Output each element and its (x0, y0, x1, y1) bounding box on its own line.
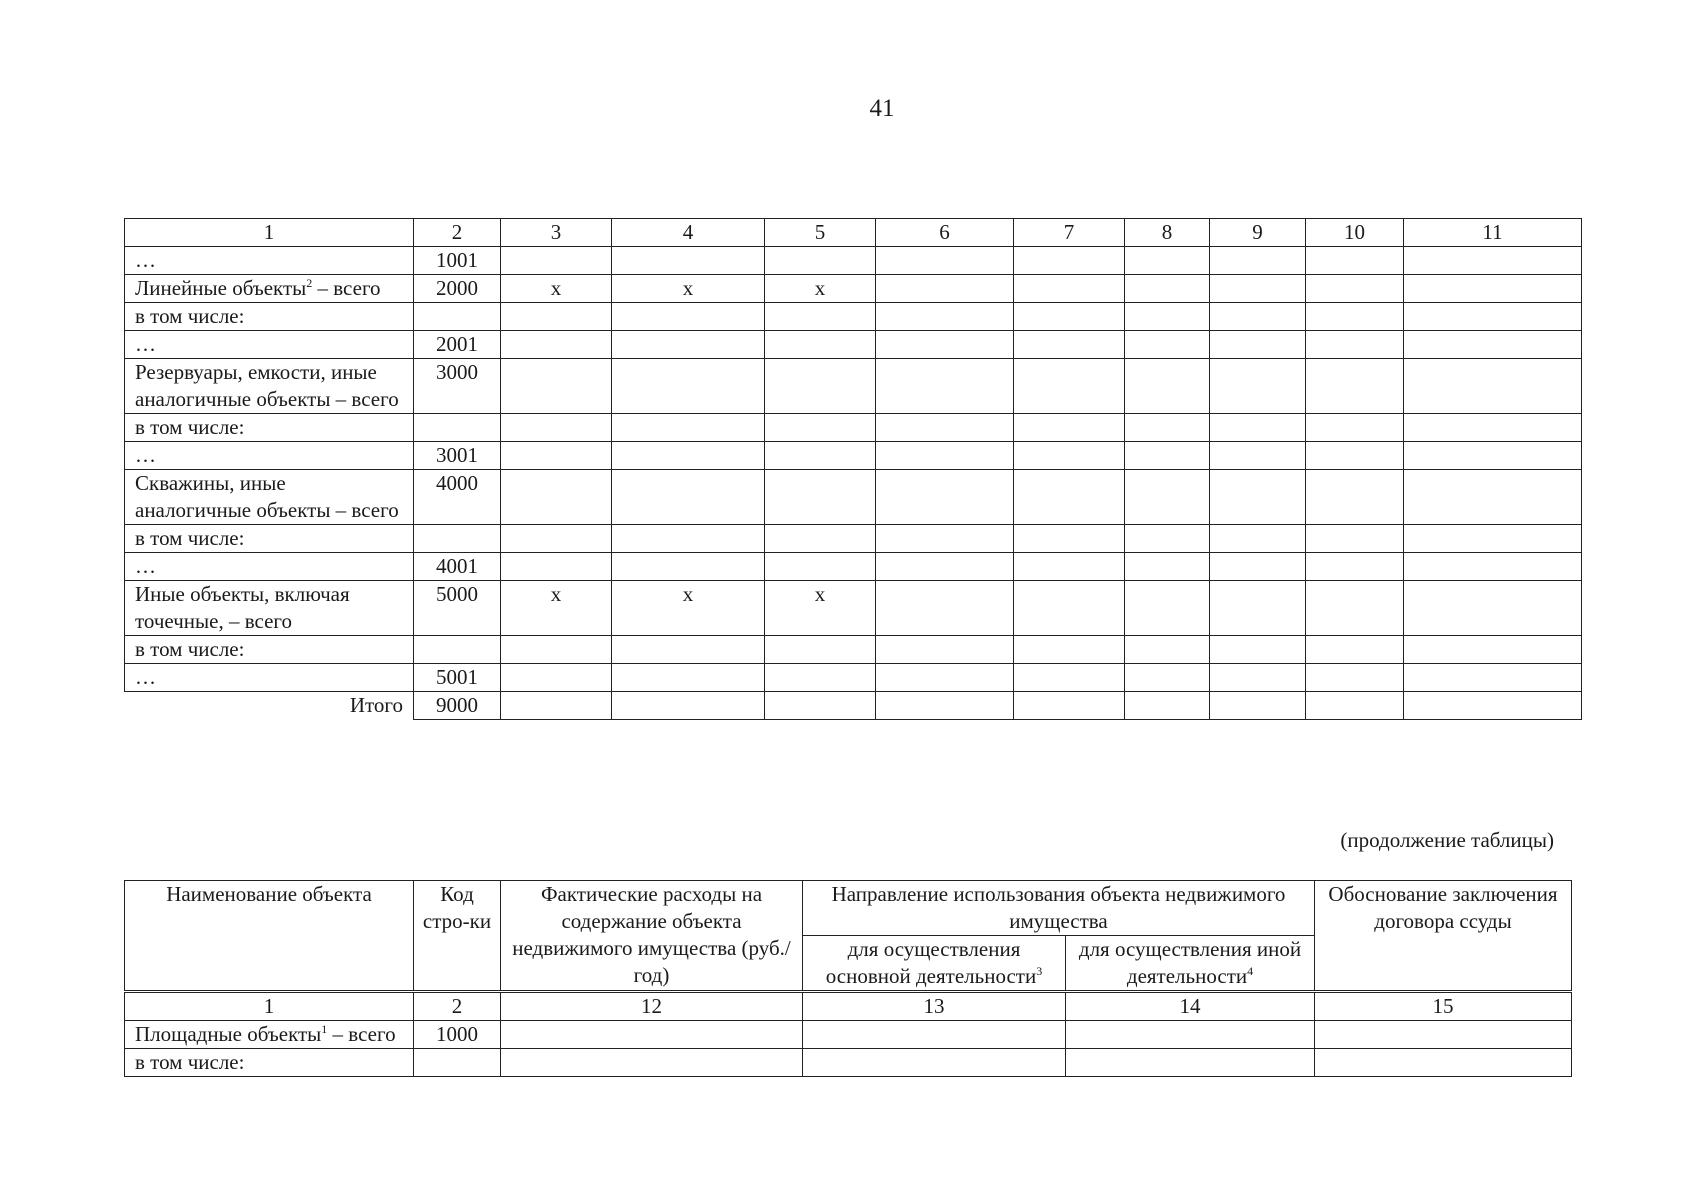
empty-cell (1210, 525, 1306, 553)
empty-cell (1125, 414, 1210, 442)
empty-cell (1014, 303, 1125, 331)
table-row (125, 359, 1582, 414)
empty-cell (1306, 664, 1404, 692)
empty-cell (1125, 303, 1210, 331)
object-name: … (135, 443, 156, 467)
empty-cell (876, 470, 1014, 525)
cell-mark (765, 331, 876, 359)
empty-cell (1125, 581, 1210, 636)
header-other-activity (1066, 936, 1315, 992)
column-number: 9 (1210, 219, 1306, 247)
empty-cell (1306, 636, 1404, 664)
column-number: 2 (414, 219, 501, 247)
empty-cell (1210, 636, 1306, 664)
empty-cell (1210, 331, 1306, 359)
empty-cell (1014, 414, 1125, 442)
header-main-activity-text: для осуществления основной деятельности (825, 937, 1037, 988)
cell-mark (765, 303, 876, 331)
column-number: 3 (501, 219, 612, 247)
object-name: в том числе: (135, 415, 245, 439)
empty-cell (1306, 359, 1404, 414)
empty-cell (1306, 470, 1404, 525)
object-name-cell (125, 581, 414, 636)
cell-mark (612, 359, 765, 414)
empty-cell (1404, 331, 1582, 359)
empty-cell (876, 664, 1014, 692)
empty-cell (1125, 692, 1210, 720)
empty-cell (876, 525, 1014, 553)
column-number-row (125, 992, 1572, 1021)
cell-mark: x (765, 581, 876, 636)
empty-cell (1306, 692, 1404, 720)
object-name: в том числе: (135, 304, 245, 328)
table-row (125, 553, 1582, 581)
cell-mark: x (765, 275, 876, 303)
object-name: … (135, 332, 156, 356)
cell-mark (612, 442, 765, 470)
cell-mark (612, 247, 765, 275)
table-row (125, 275, 1582, 303)
empty-cell (501, 1021, 803, 1049)
empty-cell (1210, 442, 1306, 470)
empty-cell (1306, 581, 1404, 636)
empty-cell (876, 359, 1014, 414)
column-number: 12 (501, 992, 803, 1021)
cell-mark (501, 247, 612, 275)
empty-cell (876, 275, 1014, 303)
table-row (125, 1049, 1572, 1077)
row-code: 4001 (414, 553, 501, 581)
header-row (125, 881, 1572, 936)
empty-cell (1404, 414, 1582, 442)
empty-cell (1014, 581, 1125, 636)
cell-mark (501, 525, 612, 553)
object-name: … (135, 554, 156, 578)
empty-cell (876, 442, 1014, 470)
empty-cell (1306, 442, 1404, 470)
cell-mark (501, 303, 612, 331)
column-number: 5 (765, 219, 876, 247)
object-name-cell (125, 470, 414, 525)
empty-cell (1014, 525, 1125, 553)
empty-cell (1014, 247, 1125, 275)
object-name-cell (125, 442, 414, 470)
row-code: 1001 (414, 247, 501, 275)
empty-cell (1404, 303, 1582, 331)
empty-cell (876, 692, 1014, 720)
cell-mark (501, 636, 612, 664)
table-row (125, 581, 1582, 636)
header-code: Код стро-ки (414, 881, 501, 992)
object-name: Резервуары, емкости, иные аналогичные объекты – всего (135, 360, 399, 411)
footnote-mark: 2 (306, 276, 313, 290)
empty-cell (1125, 359, 1210, 414)
cell-mark (765, 414, 876, 442)
empty-cell (1404, 581, 1582, 636)
objects-table (124, 218, 1582, 720)
row-code: 3000 (414, 359, 501, 414)
row-code (414, 636, 501, 664)
row-code: 1000 (414, 1021, 501, 1049)
row-code: 2001 (414, 331, 501, 359)
cell-mark (765, 553, 876, 581)
object-name-cell (125, 525, 414, 553)
object-name: … (135, 248, 156, 272)
table-row (125, 525, 1582, 553)
empty-cell (803, 1049, 1066, 1077)
object-name: в том числе: (135, 637, 245, 661)
empty-cell (501, 692, 612, 720)
empty-cell (1125, 470, 1210, 525)
cell-mark (501, 664, 612, 692)
empty-cell (1404, 359, 1582, 414)
empty-cell (1014, 553, 1125, 581)
empty-cell (1210, 470, 1306, 525)
empty-cell (1306, 331, 1404, 359)
column-number: 1 (125, 992, 414, 1021)
empty-cell (1014, 275, 1125, 303)
object-name: Площадные объекты (135, 1022, 322, 1046)
footnote-mark: 4 (1247, 964, 1254, 978)
empty-cell (1404, 664, 1582, 692)
empty-cell (1306, 275, 1404, 303)
header-direction: Направление использования объекта недвижимого имущества (803, 881, 1315, 936)
empty-cell (1014, 636, 1125, 664)
cell-mark (501, 359, 612, 414)
empty-cell (876, 303, 1014, 331)
object-name-cell (125, 247, 414, 275)
cell-mark (612, 553, 765, 581)
column-number: 6 (876, 219, 1014, 247)
object-name-suffix: – всего (312, 276, 381, 300)
column-number: 1 (125, 219, 414, 247)
object-name-cell (125, 414, 414, 442)
object-name-cell (125, 331, 414, 359)
column-number: 15 (1315, 992, 1572, 1021)
row-code: 5000 (414, 581, 501, 636)
column-number-row (125, 219, 1582, 247)
row-code: 4000 (414, 470, 501, 525)
cell-mark: x (501, 275, 612, 303)
cell-mark (501, 414, 612, 442)
cell-mark (612, 525, 765, 553)
page-number: 41 (869, 95, 895, 122)
empty-cell (1125, 553, 1210, 581)
cell-mark (765, 525, 876, 553)
column-number: 2 (414, 992, 501, 1021)
empty-cell (1125, 525, 1210, 553)
empty-cell (1404, 275, 1582, 303)
empty-cell (1315, 1049, 1572, 1077)
cell-mark (612, 414, 765, 442)
total-label: Итого (349, 693, 403, 717)
header-expenses: Фактические расходы на содержание объекта недвижимого имущества (руб./год) (501, 881, 803, 992)
empty-cell (1306, 553, 1404, 581)
empty-cell (1014, 331, 1125, 359)
empty-cell (1014, 359, 1125, 414)
empty-cell (1014, 664, 1125, 692)
column-number: 13 (803, 992, 1066, 1021)
table-row (125, 247, 1582, 275)
object-name: в том числе: (135, 526, 245, 550)
table-row (125, 636, 1582, 664)
cell-mark: x (612, 581, 765, 636)
empty-cell (1066, 1021, 1315, 1049)
row-code (414, 525, 501, 553)
table-row (125, 303, 1582, 331)
column-number: 7 (1014, 219, 1125, 247)
empty-cell (1315, 1021, 1572, 1049)
row-code (414, 414, 501, 442)
object-name-cell (125, 553, 414, 581)
column-number: 14 (1066, 992, 1315, 1021)
empty-cell (1210, 692, 1306, 720)
object-name-suffix: – всего (327, 1022, 396, 1046)
object-name-cell (125, 275, 414, 303)
footnote-mark: 1 (321, 1022, 328, 1036)
cell-mark: x (501, 581, 612, 636)
empty-cell (612, 692, 765, 720)
empty-cell (876, 553, 1014, 581)
cell-mark (612, 470, 765, 525)
table-continuation-label: (продолжение таблицы) (1340, 828, 1554, 852)
column-number: 11 (1404, 219, 1582, 247)
object-name: Иные объекты, включая точечные, – всего (135, 582, 350, 633)
table-row (125, 1021, 1572, 1049)
row-code: 3001 (414, 442, 501, 470)
empty-cell (1125, 664, 1210, 692)
object-name: Линейные объекты (135, 276, 307, 300)
empty-cell (1306, 525, 1404, 553)
cell-mark (612, 664, 765, 692)
cell-mark (765, 636, 876, 664)
cell-mark (765, 470, 876, 525)
empty-cell (803, 1021, 1066, 1049)
column-number: 4 (612, 219, 765, 247)
object-name-cell (125, 1049, 414, 1077)
empty-cell (501, 1049, 803, 1077)
header-other-activity-text: для осуществления иной деятельности (1078, 937, 1302, 988)
empty-cell (876, 581, 1014, 636)
empty-cell (1306, 303, 1404, 331)
cell-mark (501, 442, 612, 470)
cell-mark (765, 359, 876, 414)
cell-mark (765, 247, 876, 275)
cell-mark (501, 331, 612, 359)
empty-cell (1125, 247, 1210, 275)
empty-cell (876, 247, 1014, 275)
empty-cell (1306, 414, 1404, 442)
empty-cell (1404, 525, 1582, 553)
header-justification: Обоснование заключения договора ссуды (1315, 881, 1572, 992)
row-code (414, 303, 501, 331)
empty-cell (1210, 247, 1306, 275)
empty-cell (1210, 275, 1306, 303)
empty-cell (1125, 275, 1210, 303)
object-name: Скважины, иные аналогичные объекты – всего (135, 471, 399, 522)
empty-cell (1404, 692, 1582, 720)
empty-cell (1404, 636, 1582, 664)
empty-cell (1014, 470, 1125, 525)
empty-cell (1066, 1049, 1315, 1077)
empty-cell (1125, 636, 1210, 664)
cell-mark (612, 636, 765, 664)
row-code (414, 1049, 501, 1077)
cell-mark (765, 664, 876, 692)
empty-cell (1210, 359, 1306, 414)
empty-cell (1404, 470, 1582, 525)
empty-cell (1014, 442, 1125, 470)
object-name: … (135, 665, 156, 689)
total-code: 9000 (414, 692, 501, 720)
total-row (125, 692, 1582, 720)
table-row (125, 664, 1582, 692)
empty-cell (1210, 553, 1306, 581)
object-name-cell (125, 1021, 414, 1049)
object-name: в том числе: (135, 1050, 245, 1074)
cell-mark (612, 303, 765, 331)
cell-mark: x (612, 275, 765, 303)
cell-mark (612, 331, 765, 359)
empty-cell (1404, 553, 1582, 581)
table-row (125, 331, 1582, 359)
object-name-cell (125, 636, 414, 664)
object-name-cell (125, 359, 414, 414)
row-code: 2000 (414, 275, 501, 303)
empty-cell (1125, 331, 1210, 359)
empty-cell (1014, 692, 1125, 720)
header-main-activity (803, 936, 1066, 992)
cell-mark (501, 470, 612, 525)
empty-cell (1404, 442, 1582, 470)
empty-cell (1125, 442, 1210, 470)
header-name: Наименование объекта (125, 881, 414, 992)
cell-mark (765, 442, 876, 470)
empty-cell (876, 636, 1014, 664)
table-row (125, 414, 1582, 442)
empty-cell (876, 331, 1014, 359)
object-name-cell (125, 303, 414, 331)
empty-cell (1404, 247, 1582, 275)
objects-table-continuation (124, 880, 1572, 1077)
footnote-mark: 3 (1036, 964, 1043, 978)
column-number: 8 (1125, 219, 1210, 247)
empty-cell (765, 692, 876, 720)
object-name-cell (125, 664, 414, 692)
column-number: 10 (1306, 219, 1404, 247)
cell-mark (501, 553, 612, 581)
empty-cell (876, 414, 1014, 442)
empty-cell (1210, 303, 1306, 331)
empty-cell (1306, 247, 1404, 275)
table-row (125, 470, 1582, 525)
empty-cell (1210, 664, 1306, 692)
row-code: 5001 (414, 664, 501, 692)
table-row (125, 442, 1582, 470)
empty-cell (1210, 581, 1306, 636)
empty-cell (1210, 414, 1306, 442)
